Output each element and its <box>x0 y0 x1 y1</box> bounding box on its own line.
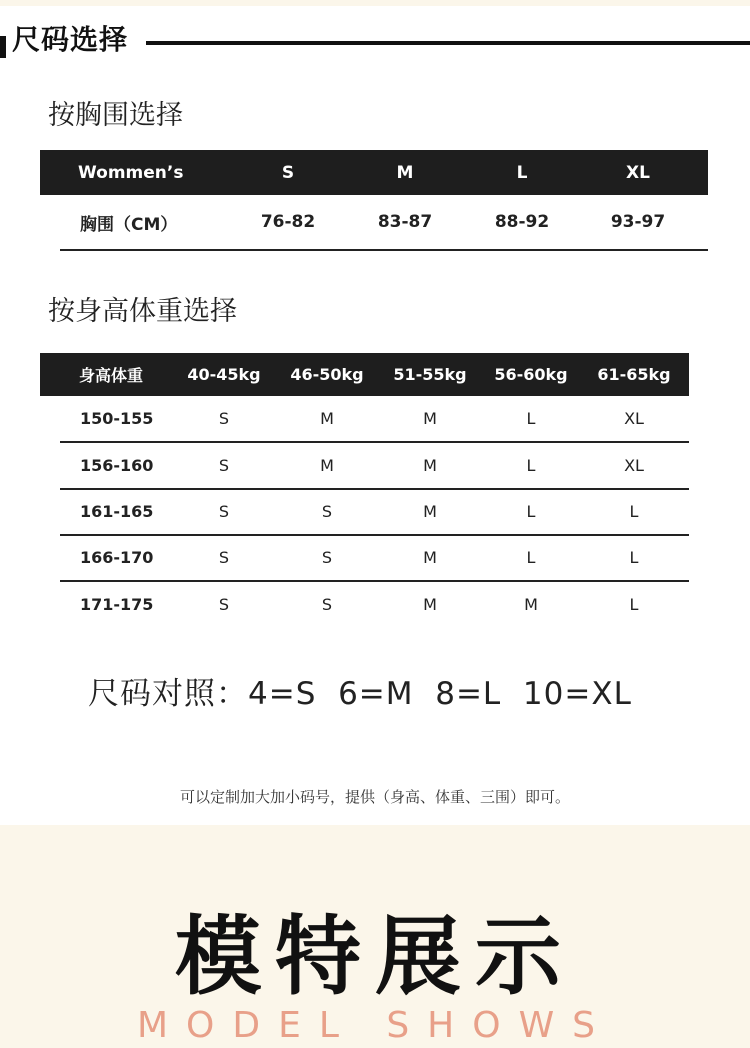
top-strip <box>0 0 750 6</box>
size-cell: M <box>320 456 334 475</box>
size-cell: S <box>218 595 230 614</box>
body-col-label: 身高体重 <box>79 366 144 385</box>
size-cell: L <box>526 409 536 428</box>
bust-col-l: L <box>516 162 528 183</box>
bust-table-header <box>40 150 708 195</box>
custom-size-note: 可以定制加大加小码号，提供（身高、体重、三围）即可。 <box>179 788 570 806</box>
bust-value-l: 88-92 <box>494 212 550 232</box>
table-row <box>60 396 689 443</box>
size-cell: L <box>526 502 536 521</box>
page-title: 尺码选择 <box>12 23 129 56</box>
body-col-40-45: 40-45kg <box>187 365 261 384</box>
size-cell: S <box>218 548 230 567</box>
size-cell: S <box>321 502 333 521</box>
body-table-header <box>40 353 689 396</box>
size-cell: XL <box>624 456 644 475</box>
header-bar <box>0 36 6 58</box>
table-row <box>60 535 689 582</box>
bust-section-title: 按胸围选择 <box>48 100 183 131</box>
size-cell: M <box>423 502 437 521</box>
table-row <box>60 443 689 490</box>
size-cell: S <box>218 409 230 428</box>
body-col-46-50: 46-50kg <box>290 365 364 384</box>
row-height: 166-170 <box>80 548 154 567</box>
body-section-title: 按身高体重选择 <box>48 296 237 327</box>
size-equivalence: 尺码对照：4=S 6=M 8=L 10=XL <box>88 676 632 712</box>
size-cell: L <box>629 595 639 614</box>
row-height: 156-160 <box>80 456 154 475</box>
size-cell: M <box>423 456 437 475</box>
bust-col-s: S <box>281 162 295 183</box>
size-cell: M <box>524 595 538 614</box>
size-cell: L <box>526 548 536 567</box>
bust-col-m: M <box>396 162 414 183</box>
size-cell: L <box>629 548 639 567</box>
section-header <box>0 14 750 54</box>
body-col-61-65: 61-65kg <box>597 365 671 384</box>
model-section-title: 模特展示 <box>175 906 575 1007</box>
size-cell: L <box>629 502 639 521</box>
size-cell: M <box>320 409 334 428</box>
bust-table-row <box>60 195 708 251</box>
model-show-section <box>0 825 750 1048</box>
size-cell: M <box>423 409 437 428</box>
header-rule <box>146 41 750 45</box>
bust-value-s: 76-82 <box>260 212 316 232</box>
bust-row-label: 胸围（CM） <box>80 214 178 235</box>
table-row <box>60 489 689 536</box>
row-height: 171-175 <box>80 595 154 614</box>
row-height: 150-155 <box>80 409 154 428</box>
bust-value-m: 83-87 <box>377 212 433 232</box>
size-cell: S <box>321 595 333 614</box>
bust-value-xl: 93-97 <box>610 212 666 232</box>
body-col-56-60: 56-60kg <box>494 365 568 384</box>
size-cell: L <box>526 456 536 475</box>
size-cell: XL <box>624 409 644 428</box>
size-cell: M <box>423 595 437 614</box>
model-section-subtitle: MODEL SHOWS <box>136 1005 614 1046</box>
size-cell: S <box>218 502 230 521</box>
bust-col-label: Wommen’s <box>78 162 184 183</box>
row-height: 161-165 <box>80 502 154 521</box>
table-row <box>60 582 689 627</box>
bust-col-xl: XL <box>626 162 650 183</box>
size-cell: S <box>321 548 333 567</box>
body-col-51-55: 51-55kg <box>393 365 467 384</box>
size-cell: S <box>218 456 230 475</box>
size-cell: M <box>423 548 437 567</box>
